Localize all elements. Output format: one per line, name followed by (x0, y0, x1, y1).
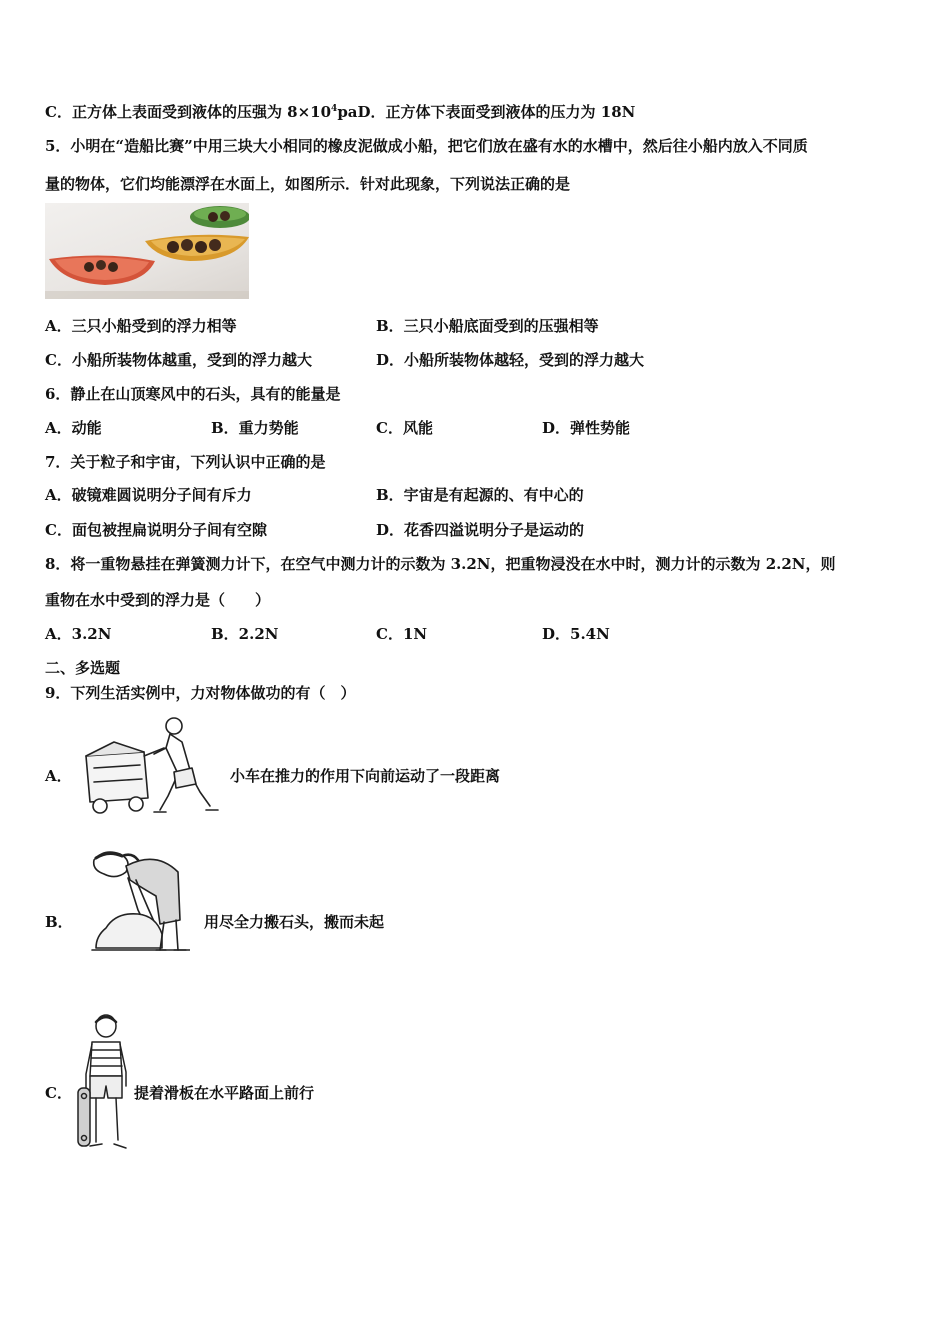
q9-option-a-text: 小车在推力的作用下向前运动了一段距离 (230, 767, 501, 785)
q9-option-a-label[interactable]: A． (45, 767, 72, 785)
q9-option-b-label[interactable]: B． (45, 913, 73, 931)
q6-stem: 6．静止在山顶寒风中的石头，具有的能量是 (45, 385, 341, 403)
q4-option-c-text: C．正方体上表面受到液体的压强为 8×10 (45, 103, 332, 121)
q8-option-d[interactable]: D．5.4N (542, 625, 610, 643)
q5-option-b[interactable]: B．三只小船底面受到的压强相等 (376, 317, 599, 335)
q4-exponent: 4 (331, 104, 338, 114)
q9-option-c-text: 提着滑板在水平路面上前行 (134, 1084, 315, 1102)
boats-illustration (45, 203, 249, 299)
carrying-skateboard-icon (76, 1012, 134, 1160)
q6-option-b[interactable]: B．重力势能 (211, 419, 299, 437)
q4-option-d-text: paD．正方体下表面受到液体的压力为 18N (337, 103, 636, 121)
q6-option-d[interactable]: D．弹性势能 (542, 419, 631, 437)
boats-photo (45, 203, 249, 299)
q8-option-b[interactable]: B．2.2N (211, 625, 279, 643)
section-title: 二、多选题 (45, 659, 121, 677)
q5-stem-line2: 量的物体，它们均能漂浮在水面上，如图所示．针对此现象，下列说法正确的是 (45, 175, 571, 193)
q9-option-b-text: 用尽全力搬石头，搬而未起 (204, 913, 385, 931)
q7-option-d[interactable]: D．花香四溢说明分子是运动的 (376, 521, 585, 539)
q5-option-d[interactable]: D．小船所装物体越轻，受到的浮力越大 (376, 351, 645, 369)
q7-option-b[interactable]: B．宇宙是有起源的、有中心的 (376, 486, 584, 504)
q9-option-c-label[interactable]: C． (45, 1084, 72, 1102)
q6-option-c[interactable]: C．风能 (376, 419, 433, 437)
q9-stem: 9．下列生活实例中，力对物体做功的有（ ） (45, 684, 356, 702)
q5-option-a[interactable]: A．三只小船受到的浮力相等 (45, 317, 237, 335)
q4-option-c-d (45, 102, 635, 122)
q8-stem-line2: 重物在水中受到的浮力是（ ） (45, 591, 271, 609)
q5-option-c[interactable]: C．小船所装物体越重，受到的浮力越大 (45, 351, 312, 369)
q5-stem-line1: 5．小明在“造船比赛”中用三块大小相同的橡皮泥做成小船，把它们放在盛有水的水槽中，然后往小船内放入不同质 (45, 137, 808, 155)
q6-option-a[interactable]: A．动能 (45, 419, 102, 437)
q8-option-a[interactable]: A．3.2N (45, 625, 112, 643)
q7-stem: 7．关于粒子和宇宙，下列认识中正确的是 (45, 453, 326, 471)
q7-option-a[interactable]: A．破镜难圆说明分子间有斥力 (45, 486, 252, 504)
q7-option-c[interactable]: C．面包被捏扁说明分子间有空隙 (45, 521, 267, 539)
lifting-rock-icon (86, 846, 190, 958)
pushing-cart-icon (78, 712, 224, 822)
q8-stem-line1: 8．将一重物悬挂在弹簧测力计下，在空气中测力计的示数为 3.2N，把重物浸没在水中时，测力计的示数为 2.2N，则 (45, 555, 836, 573)
q8-option-c[interactable]: C．1N (376, 625, 428, 643)
